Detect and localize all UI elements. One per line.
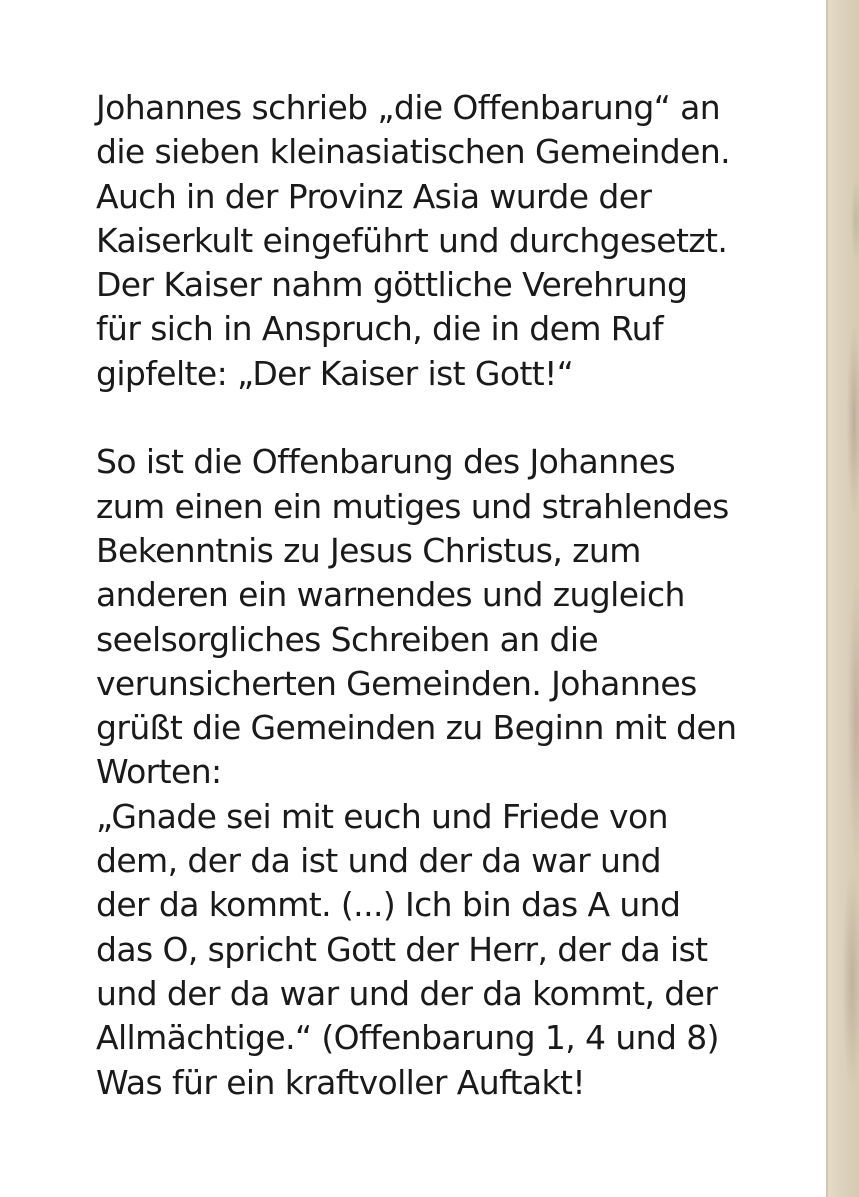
page-divider	[826, 0, 828, 1197]
quote-line: Allmächtige.“ (Offenbarung 1, 4 und 8)	[96, 1018, 719, 1058]
paragraph-2-line: anderen ein warnendes und zugleich	[96, 575, 685, 615]
paragraph-1-line: Johannes schrieb „die Offenbarung“ an	[96, 88, 721, 127]
quote-line: das O, spricht Gott der Herr, der da ist	[96, 929, 708, 969]
paragraph-2-line: So ist die Offenbarung des Johannes	[96, 442, 676, 482]
paragraph-2-line: verunsicherten Gemeinden. Johannes	[96, 663, 697, 703]
quote-line: und der da war und der da kommt, der	[96, 973, 718, 1013]
paragraph-gap	[96, 396, 816, 440]
quote-line: „Gnade sei mit euch und Friede von	[96, 796, 668, 836]
quote-line: der da kommt. (...) Ich bin das A und	[96, 885, 681, 925]
illustration-edge	[826, 0, 859, 1197]
paragraph-2-line: zum einen ein mutiges und strahlendes	[96, 486, 729, 526]
paragraph-1-line: Kaiserkult eingeführt und durchgesetzt.	[96, 220, 728, 260]
paragraph-1-line: Der Kaiser nahm göttliche Verehrung	[96, 265, 688, 305]
paragraph-1-line: für sich in Anspruch, die in dem Ruf	[96, 309, 663, 349]
paragraph-2-line: seelsorgliches Schreiben an die	[96, 619, 599, 659]
paragraph-2-line: Worten:	[96, 752, 222, 792]
paragraph-2-line: Bekenntnis zu Jesus Christus, zum	[96, 530, 641, 570]
paragraph-1-line: gipfelte: „Der Kaiser ist Gott!“	[96, 353, 574, 393]
quote-line: dem, der da ist und der da war und	[96, 841, 662, 881]
closing-line: Was für ein kraftvoller Auftakt!	[96, 1062, 585, 1102]
paragraph-1-line: die sieben kleinasiatischen Gemeinden.	[96, 132, 731, 172]
paragraph-2-line: grüßt die Gemeinden zu Beginn mit den	[96, 708, 737, 748]
body-text	[96, 86, 816, 1105]
paragraph-1-line: Auch in der Provinz Asia wurde der	[96, 176, 652, 216]
